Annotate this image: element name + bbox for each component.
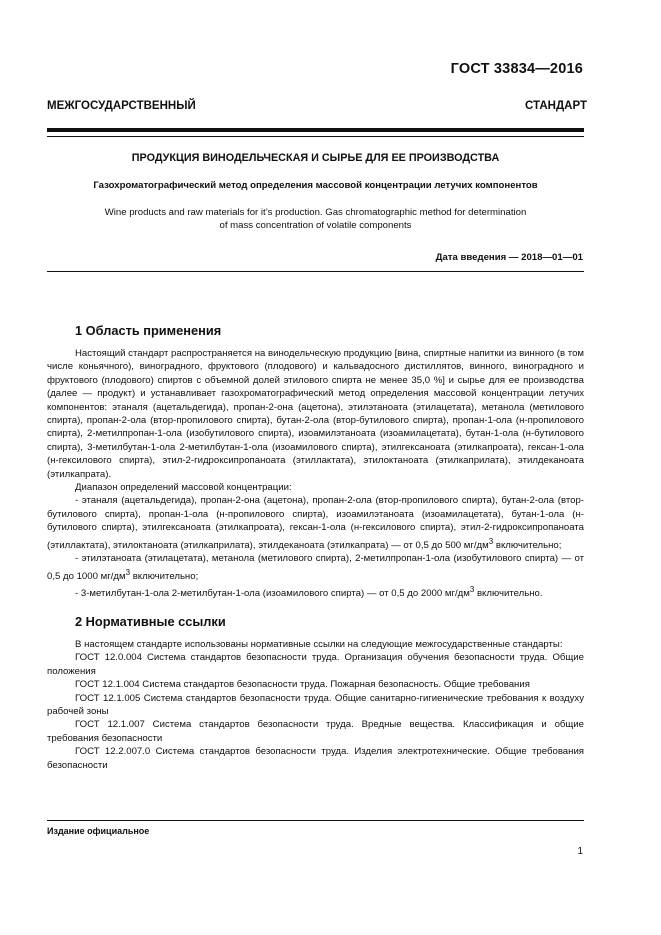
section-1-heading: 1 Область применения — [75, 323, 222, 338]
document-title-en — [70, 206, 561, 232]
page-number: 1 — [577, 846, 583, 857]
edition-rule — [47, 820, 584, 821]
normative-reference-item: ГОСТ 12.2.007.0 Система стандартов безопасности труда. Изделия электротехнические. Общие требования безопасности — [47, 746, 584, 771]
gost-number: ГОСТ 33834—2016 — [450, 61, 583, 77]
normative-reference-item: ГОСТ 12.0.004 Система стандартов безопасности труда. Организация обучения безопасности труда. Общие положения — [47, 652, 584, 677]
section-1-body — [47, 347, 584, 601]
title-en-line-1: Wine products and raw materials for it’s production. Gas chromatographic method for determination — [104, 207, 527, 218]
header-rule-thick — [47, 128, 584, 132]
document-title-ru: ПРОДУКЦИЯ ВИНОДЕЛЬЧЕСКАЯ И СЫРЬЕ ДЛЯ ЕЕ ПРОИЗВОДСТВА — [131, 152, 500, 164]
normative-reference-item: ГОСТ 12.1.004 Система стандартов безопасности труда. Пожарная безопасность. Общие требования — [75, 679, 530, 691]
section-2-heading: 2 Нормативные ссылки — [75, 614, 226, 629]
section-1-paragraph-scope: Настоящий стандарт распространяется на винодельческую продукцию [вина, спиртные напитки из винного (в том числе коньячного), виноградного, фруктового (плодового) и кальвадосного дистиллятов, винного, виноградного и фруктового (плодового) спиртов с объемной долей этилового спирта не менее 35,0 %] и сырье для ее производства (далее — продукт) и устанавливает газохроматографический метод определения массовой концентрации летучих компонентов: этаналя (ацетальдегида), пропан-2-она (ацетона), этилэтаноата (этилацетата), метанола (метилового спирта), пропан-2-ола (втор-пропилового спирта), бутан-2-ола (втор-бутилового спирта), пропан-1-ола (н-пропилового спирта), 2-метилпропан-1-ола (изобутилового спирта), изоамилэтаноата (изоамилацетата), бутан-1-ола (н-бутилового спирта), 3-метилбутан-1-ола 2-метилбутан-1-ола (изоамилового спирта), этилгексаноата (этилкапроата), гексан-1-ола (н-гексилового спирта), этил-2-гидроксипропаноата (этиллактата), этилоктаноата (этилкаприлата), этилдеканоата (этилкапрата). — [47, 348, 584, 480]
section-2-paragraph-intro: В настоящем стандарте использованы нормативные ссылки на следующие межгосударственные стандарты: — [75, 639, 563, 650]
date-rule — [47, 271, 584, 272]
edition-label: Издание официальное — [47, 826, 150, 836]
intro-date: Дата введения — 2018—01—01 — [435, 252, 583, 263]
range-item-3: - 3-метилбутан-1-ола 2-метилбутан-1-ола (изоамилового спирта) — от 0,5 до 2000 $мг/дм^3$ включительно. — [75, 585, 543, 600]
section-1-paragraph-range: Диапазон определений массовой концентрации: — [75, 482, 292, 494]
normative-reference-item: ГОСТ 12.1.005 Система стандартов безопасности труда. Общие санитарно-гигиенические требования к воздуху рабочей зоны — [47, 692, 584, 718]
title-en-line-2: of mass concentration of volatile components — [219, 220, 412, 231]
document-subtitle-ru: Газохроматографический метод определения массовой концентрации летучих компонентов — [93, 180, 538, 191]
interstate-standard-heading: МЕЖГОСУДАРСТВЕННЫЙ СТАНДАРТ — [47, 100, 587, 112]
header-rule-thin — [47, 136, 584, 137]
range-item-2: - этилэтаноата (этилацетата), метанола (метилового спирта), 2-метилпропан-1-ола (изобутилового спирта) — от 0,5 до 1000 $мг/дм^3$ включительно; — [47, 553, 584, 582]
range-item-1: - этаналя (ацетальдегида), пропан-2-она (ацетона), пропан-2-ола (втор-пропилового спирта), бутан-2-ола (втор-бутилового спирта), пропан-1-ола (н-пропилового спирта), изоамилэтаноата (изоамилацетата), бутан-1-ола (н-бутилового спирта), этилгексаноата (этилкапроата), гексан-1-ола (н-гексилового спирта), этил-2-гидроксипропаноата (этиллактата), этилоктаноата (этилкаприлата), этилдеканоата (этилкапрата) — от 0,5 до 500 $мг/дм^3$ включительно; — [47, 495, 584, 551]
normative-reference-item: ГОСТ 12.1.007 Система стандартов безопасности труда. Вредные вещества. Классификация и общие требования безопасности — [47, 719, 584, 744]
section-2-body — [47, 638, 584, 772]
